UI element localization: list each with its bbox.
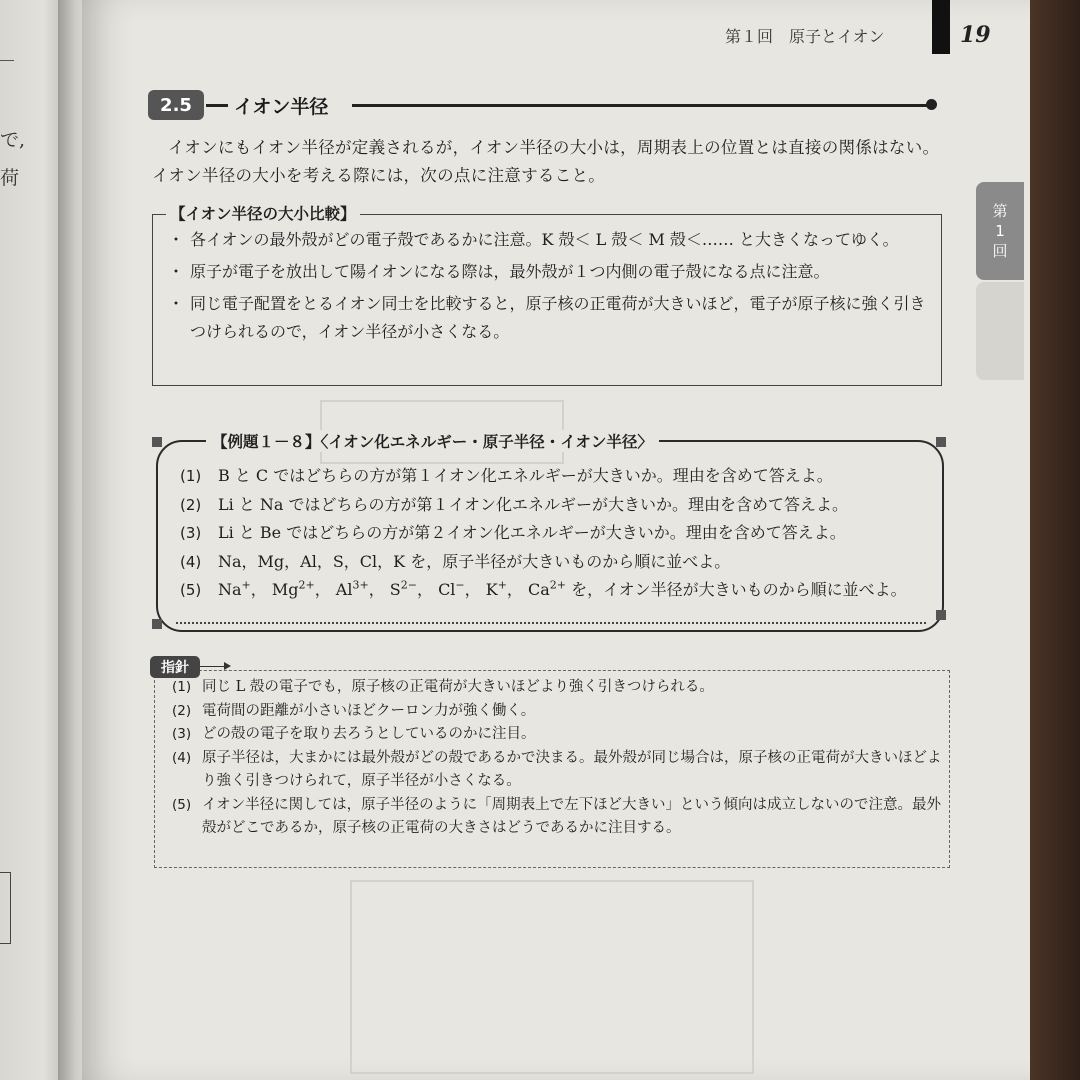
example-list <box>180 462 930 605</box>
ion-symbol: Al <box>335 580 353 599</box>
item-number: (4) <box>172 749 192 766</box>
ion-formula <box>438 580 465 599</box>
section-rule <box>206 104 228 107</box>
item-number: (1) <box>180 467 202 485</box>
example-label: 【例題１－８】〈イオン化エネルギー・原子半径・イオン半径〉 <box>206 430 659 452</box>
hint-arrow <box>200 666 226 667</box>
ion-symbol: Na <box>218 580 242 599</box>
item-number: (2) <box>172 702 192 719</box>
left-page-box-fragment <box>0 872 11 944</box>
ion-formula <box>390 580 417 599</box>
left-page-rule <box>0 60 14 61</box>
item-text: どの殻の電子を取り去ろうとしているのかに注目。 <box>202 726 536 742</box>
chapter-tab-line: 第 <box>992 202 1008 220</box>
ion-symbol: S <box>389 580 401 599</box>
arrow-icon <box>224 662 231 670</box>
list-item <box>180 491 930 520</box>
item-text: Na，Mg，Al，S，Cl，K を，原子半径が大きいものから順に並べよ。 <box>218 551 731 571</box>
ion-formula <box>486 580 507 599</box>
section-number: 2.5 <box>148 90 204 120</box>
list-item: ・ 原子が電子を放出して陽イオンになる際は，最外殻が１つ内側の電子殻になる点に注意。 <box>168 258 928 286</box>
ion-symbol: Mg <box>271 580 299 599</box>
section-title: イオン半径 <box>234 96 329 118</box>
show-through-figure <box>350 880 754 1074</box>
ion-charge: 2− <box>400 578 417 592</box>
list-item <box>180 576 930 605</box>
list-item: ・ 各イオンの最外殻がどの電子殻であるかに注意。K 殻＜ L 殻＜ M 殻＜…… と大きくなってゆく。 <box>168 226 928 254</box>
left-page-fragment: 荷 <box>0 167 20 189</box>
ion-charge: 2+ <box>549 578 566 592</box>
comparison-list <box>168 226 928 350</box>
corner-mark <box>152 619 162 629</box>
ion-formula <box>272 580 315 599</box>
item-text: 電荷間の距離が小さいほどクーロン力が強く働く。 <box>202 702 536 719</box>
left-page-edge <box>0 0 62 1080</box>
item-number: (5) <box>180 581 202 599</box>
list-item <box>172 700 942 724</box>
next-chapter-tab <box>976 282 1024 380</box>
hint-label: 指針 <box>150 656 200 678</box>
ion-charge: + <box>497 578 507 592</box>
section-rule <box>352 104 930 107</box>
chapter-tab-line: 回 <box>992 242 1008 260</box>
section-intro <box>152 134 952 190</box>
ion-charge: 2+ <box>298 578 315 592</box>
item-number: (3) <box>172 726 192 742</box>
comparison-label: 【イオン半径の大小比較】 <box>166 202 360 224</box>
list-item <box>172 676 942 700</box>
left-page-fragment: で, <box>0 129 26 151</box>
page-number: 19 <box>960 22 991 48</box>
item-number: (3) <box>180 524 202 542</box>
intro-line: イオンにもイオン半径が定義されるが，イオン半径の大小は，周期表上の位置とは直接の関係はない。 <box>168 138 940 157</box>
item-number: (1) <box>172 679 192 695</box>
ion-charge: 3+ <box>352 578 369 592</box>
list-item: ・ 同じ電子配置をとるイオン同士を比較すると，原子核の正電荷が大きいほど，電子が原子核に強く引きつけられるので，イオン半径が小さくなる。 <box>168 290 928 346</box>
header-bar <box>932 0 950 54</box>
corner-mark <box>152 437 162 447</box>
item-number: (5) <box>172 796 192 813</box>
list-item <box>172 794 942 841</box>
list-item <box>180 519 930 548</box>
hint-list <box>172 676 942 841</box>
list-item <box>180 548 930 577</box>
table-surface <box>1030 0 1080 1080</box>
running-header: 第１回 原子とイオン <box>725 27 885 46</box>
item-text: イオン半径に関しては，原子半径のように「周期表上で左下ほど大きい」という傾向は成立しないので注意。最外殻がどこであるか，原子核の正電荷の大きさはどうであるかに注目する。 <box>202 796 942 836</box>
ion-symbol: Ca <box>528 580 550 599</box>
ion-formula <box>336 580 369 599</box>
ion-formula <box>528 580 566 599</box>
ion-formula <box>218 580 251 599</box>
ion-charge: + <box>241 578 251 592</box>
ion-charge: − <box>455 578 465 592</box>
ion-symbol: Cl <box>438 580 456 599</box>
ion-symbol: K <box>485 580 498 599</box>
corner-mark <box>936 610 946 620</box>
list-item <box>180 462 930 491</box>
list-item <box>172 747 942 794</box>
item-text: Na+， $Mg^{2+}$， $Al^{3+}$， $S^{2-}$， Cl−， K+， $Ca^{2+}$ を，イオン半径が大きいものから順に並べよ。 <box>218 578 907 599</box>
item-text: Li と Be ではどちらの方が第２イオン化エネルギーが大きいか。理由を含めて答えよ。 <box>218 523 846 542</box>
item-text: B と C ではどちらの方が第１イオン化エネルギーが大きいか。理由を含めて答えよ。 <box>218 466 833 485</box>
item-number: (4) <box>180 552 202 571</box>
intro-line: イオン半径の大小を考える際には，次の点に注意すること。 <box>152 166 606 185</box>
chapter-tab-line: 1 <box>995 222 1005 240</box>
item-text: Li と Na ではどちらの方が第１イオン化エネルギーが大きいか。理由を含めて答えよ。 <box>218 494 849 514</box>
item-text-tail: を，イオン半径が大きいものから順に並べよ。 <box>571 580 907 599</box>
list-item <box>172 723 942 747</box>
item-text: 原子半径は，大まかには最外殻がどの殻であるかで決まる。最外殻が同じ場合は，原子核の正電荷が大きいほどより強く引きつけられて，原子半径が小さくなる。 <box>202 749 942 789</box>
section-rule-dot <box>926 99 937 110</box>
item-text: 同じ L 殻の電子でも，原子核の正電荷が大きいほどより強く引きつけられる。 <box>202 679 714 695</box>
chapter-tab <box>976 182 1024 280</box>
item-number: (2) <box>180 495 202 514</box>
corner-mark <box>936 437 946 447</box>
example-dotted-rule <box>176 622 926 624</box>
